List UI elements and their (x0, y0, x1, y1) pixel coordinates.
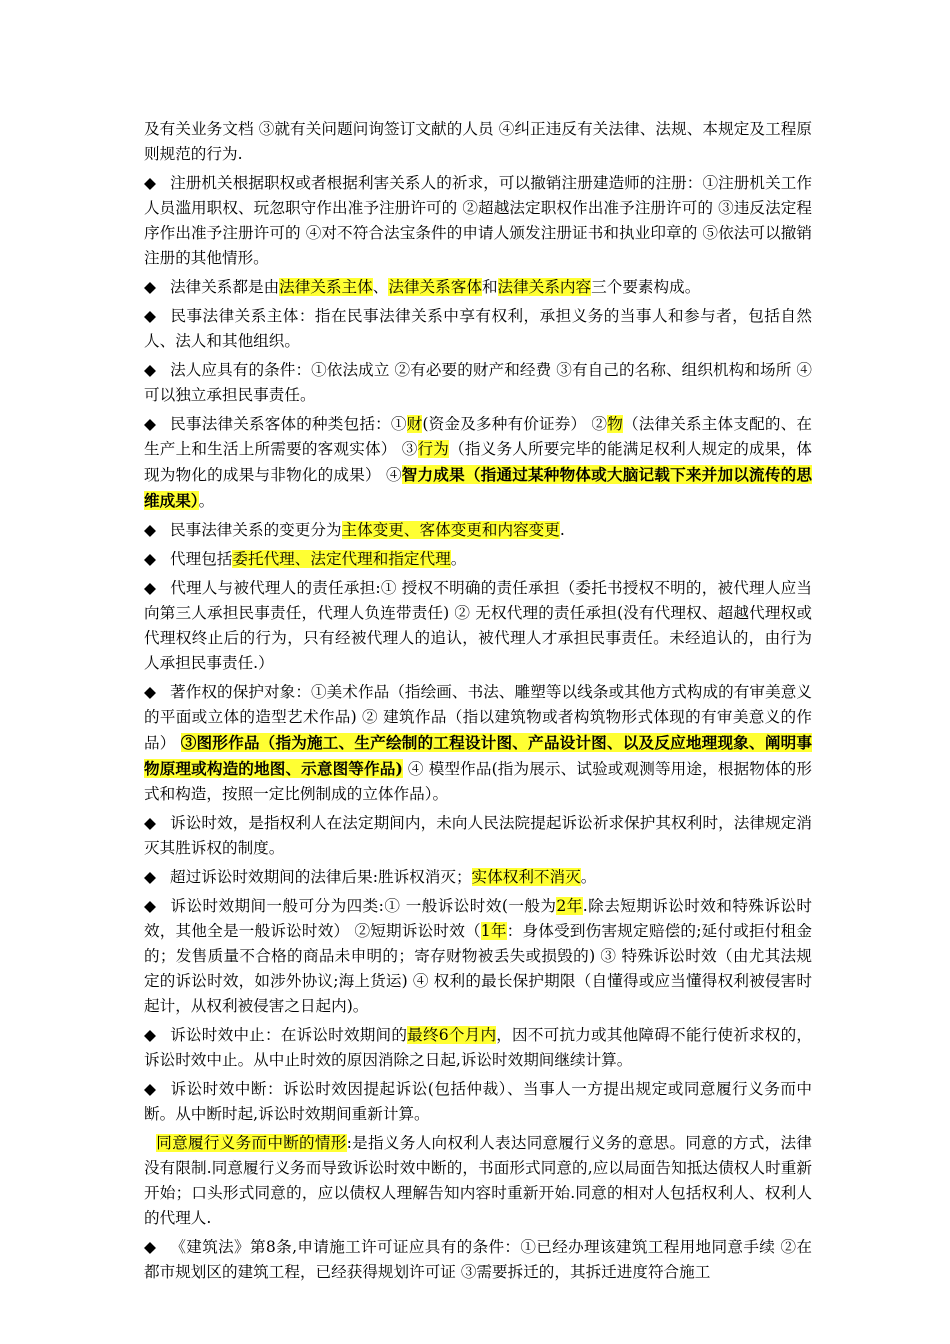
highlighted-text: 财 (406, 415, 423, 433)
highlighted-text: 1年 (480, 922, 507, 940)
paragraph (144, 547, 812, 572)
highlighted-text: 同意履行义务而中断的情形 (156, 1134, 347, 1152)
bullet-diamond-icon: ◆ (144, 307, 156, 325)
document-body (144, 117, 812, 1289)
text-run: 民事法律关系的变更分为 (170, 521, 342, 539)
text-run: 三个要素构成。 (591, 278, 701, 296)
text-run: 著作权的保护对象：①美术作品（指绘画、书法、雕塑等以线条或其他方式构成的有审美意义的平面或立体的造型艺术作品) ② 建筑作品（指以建筑物或者构筑物形式体现的有审美意义的作品） (144, 683, 812, 752)
bullet-diamond-icon: ◆ (144, 361, 156, 379)
text-run: 诉讼时效期间一般可分为四类:① 一般诉讼时效(一般为 (170, 897, 557, 915)
bullet-diamond-icon: ◆ (144, 550, 156, 568)
bullet-diamond-icon: ◆ (144, 521, 156, 539)
paragraph (144, 865, 812, 890)
text-run: 代理包括 (170, 550, 233, 568)
paragraph (144, 894, 812, 1019)
paragraph (144, 576, 812, 676)
highlighted-text: 行为 (417, 440, 450, 458)
paragraph (144, 304, 812, 354)
text-run: 。 (580, 868, 597, 886)
highlighted-text: 委托代理、法定代理和指定代理 (232, 550, 451, 568)
text-run: . (559, 521, 565, 539)
text-run: (资金及多种有价证券） ② (422, 415, 608, 433)
paragraph (144, 358, 812, 408)
text-run: 诉讼时效中断：诉讼时效因提起诉讼(包括仲裁）、当事人一方提出规定或同意履行义务而中断。从中断时起,诉讼时效期间重新计算。 (144, 1080, 812, 1123)
paragraph (144, 680, 812, 807)
bullet-diamond-icon: ◆ (144, 1238, 156, 1256)
highlighted-text: 最终6个月内 (407, 1026, 497, 1044)
text-run: 。 (198, 492, 215, 510)
highlighted-text: 2年 (556, 897, 583, 915)
paragraph (144, 1077, 812, 1127)
text-run: 注册机关根据职权或者根据利害关系人的祈求，可以撤销注册建造师的注册：①注册机关工作人员滥用职权、玩忽职守作出准予注册许可的 ②超越法定职权作出准予注册许可的 ③违反法定程序作出准予注册许可的 ④对不符合法宝条件的申请人颁发注册证书和执业印章的 ⑤依法可以撤销注册的其他情形。 (144, 174, 812, 267)
highlighted-text: 法律关系主体 (279, 278, 373, 296)
text-run: 和 (481, 278, 498, 296)
bullet-diamond-icon: ◆ (144, 868, 156, 886)
text-run: （指义务人所要完毕的能满足权利人规定的成果，体现为物化的成果与非物化的成果） ④ (144, 440, 812, 484)
text-run: 、 (372, 278, 389, 296)
text-run: 法人应具有的条件：①依法成立 ②有必要的财产和经费 ③有自己的名称、组织机构和场所 ④可以独立承担民事责任。 (144, 361, 812, 404)
text-run: 。 (450, 550, 467, 568)
text-run: 诉讼时效中止：在诉讼时效期间的 (170, 1026, 408, 1044)
text-run: 《建筑法》第8条,申请施工许可证应具有的条件：①已经办理该建筑工程用地同意手续 ②在都市规划区的建筑工程，已经获得规划许可证 ③需要拆迁的，其拆迁进度符合施工 (144, 1238, 812, 1281)
text-run: 代理人与被代理人的责任承担:① 授权不明确的责任承担（委托书授权不明的，被代理人应当向第三人承担民事责任，代理人负连带责任) ② 无权代理的责任承担(没有代理权、超越代理权或代理权终止后的行为，只有经被代理人的追认，被代理人才承担民事责任。未经追认的，由行为人承担民事责任.） (144, 579, 812, 672)
text-run: 超过诉讼时效期间的法律后果:胜诉权消灭； (170, 868, 472, 886)
bullet-diamond-icon: ◆ (144, 579, 156, 597)
bullet-diamond-icon: ◆ (144, 897, 156, 915)
bullet-diamond-icon: ◆ (144, 814, 156, 832)
bullet-diamond-icon: ◆ (144, 1080, 156, 1098)
text-run: 及有关业务文档 ③就有关问题问询签订文献的人员 ④纠正违反有关法律、法规、本规定及工程原则规范的行为. (144, 120, 812, 163)
highlighted-text: 法律关系内容 (497, 278, 592, 296)
paragraph (144, 1131, 812, 1231)
paragraph (144, 275, 812, 300)
paragraph (144, 518, 812, 543)
highlighted-text: 物 (607, 415, 623, 433)
highlighted-text: 智力成果（指通过某种物体或大脑记载下来并加以流传的思维成果） (144, 465, 812, 510)
paragraph (144, 1235, 812, 1285)
text-run: ：身体受到伤害规定赔偿的;延付或拒付租金的；发售质量不合格的商品未申明的；寄存财物被丢失或损毁的) ③ 特殊诉讼时效（由尤其法规定的诉讼时效，如涉外协议;海上货运) ④ 权利的最长保护期限（自懂得或应当懂得权利被侵害时起计，从权利被侵害之日起内)。 (144, 922, 812, 1015)
bullet-diamond-icon: ◆ (144, 683, 156, 701)
text-run: .除去短期诉讼时效和特殊诉讼时效，其他全是一般诉讼时效） ②短期诉讼时效（ (144, 897, 813, 940)
text-run: 民事法律关系客体的种类包括：① (170, 415, 407, 433)
text-run: （法律关系主体支配的、在生产上和生活上所需要的客观实体） ③ (144, 415, 812, 458)
text-run: :是指义务人向权利人表达同意履行义务的意思。同意的方式，法律没有限制.同意履行义务而导致诉讼时效中断的，书面形式同意的,应以局面告知抵达债权人时重新开始；口头形式同意的，应以债权人理解告知内容时重新开始.同意的相对人包括权利人、权利人的代理人. (144, 1134, 812, 1227)
paragraph (144, 171, 812, 271)
text-run: 法律关系都是由 (170, 278, 280, 296)
paragraph (144, 811, 812, 861)
highlighted-text: ③图形作品（指为施工、生产绘制的工程设计图、产品设计图、以及反应地理现象、阐明事物原理或构造的地图、示意图等作品) (144, 733, 812, 778)
bullet-diamond-icon: ◆ (144, 1026, 156, 1044)
text-run: ④ 模型作品(指为展示、试验或观测等用途，根据物体的形式和构造，按照一定比例制成的立体作品）。 (144, 760, 812, 803)
bullet-diamond-icon: ◆ (144, 415, 156, 433)
paragraph (144, 412, 812, 514)
paragraph (144, 117, 812, 167)
highlighted-text: 法律关系客体 (388, 278, 482, 296)
text-run: 民事法律关系主体：指在民事法律关系中享有权利，承担义务的当事人和参与者，包括自然人、法人和其他组织。 (144, 307, 812, 350)
text-run: 诉讼时效，是指权利人在法定期间内，未向人民法院提起诉讼祈求保护其权利时，法律规定消灭其胜诉权的制度。 (144, 814, 812, 857)
highlighted-text: 实体权利不消灭 (471, 868, 581, 886)
paragraph (144, 1023, 812, 1073)
text-run: ，因不可抗力或其他障碍不能行使祈求权的，诉讼时效中止。从中止时效的原因消除之日起,诉讼时效期间继续计算。 (144, 1026, 812, 1069)
bullet-diamond-icon: ◆ (144, 278, 156, 296)
bullet-diamond-icon: ◆ (144, 174, 156, 192)
highlighted-text: 主体变更、客体变更和内容变更 (341, 521, 560, 539)
